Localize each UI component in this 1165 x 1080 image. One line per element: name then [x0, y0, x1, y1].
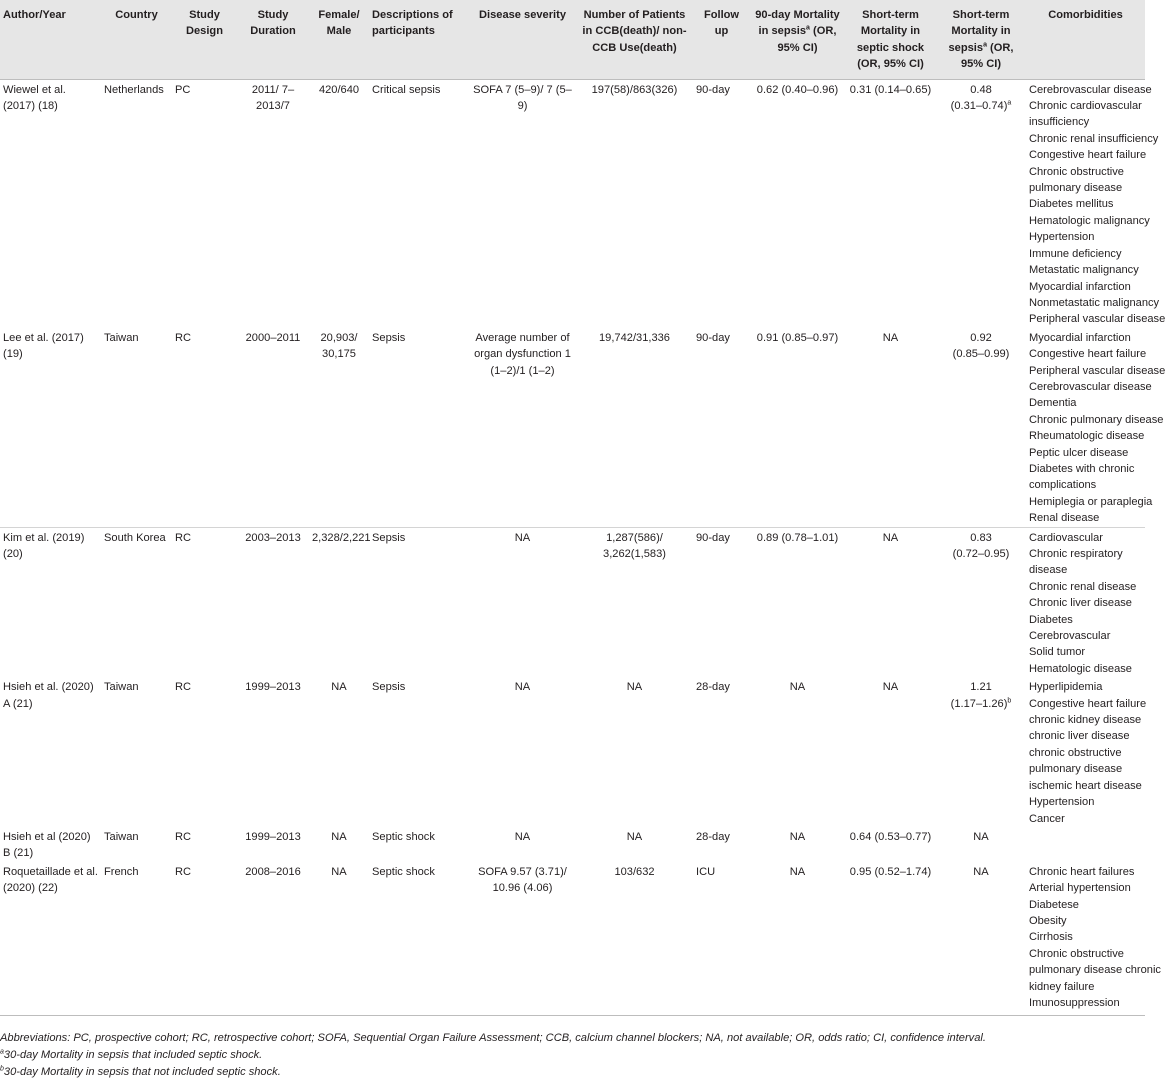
comorbidity-item: Chronic pulmonary disease: [1029, 413, 1164, 426]
short-term-value: 0.92: [970, 331, 992, 344]
duration-cell: 2003–2013: [245, 531, 301, 544]
comorbidity-item: Myocardial infarction: [1029, 331, 1131, 344]
comorbidity-item: Diabetes mellitus: [1029, 198, 1114, 211]
comorbidity-item: Imunosuppression: [1029, 996, 1120, 1009]
comorbidity-item: Cirrhosis: [1029, 931, 1073, 944]
duration-cell: 2000–2011: [237, 328, 309, 527]
comorbidity-item: Peripheral vascular disease: [1029, 364, 1165, 377]
comorbidities-cell: [1026, 527, 1145, 677]
footnote-b-mark: b: [0, 1064, 4, 1072]
severity-cell: Average number of organ dysfunction 1 (1–2)/1 (1–2): [469, 328, 576, 527]
duration-cell: 1999–2013: [245, 830, 301, 843]
col-mort90-text: 90-day Mortality in sepsis: [755, 9, 840, 38]
shock-cell: 0.64 (0.53–0.77): [849, 830, 932, 843]
footnote-marker: b: [1007, 696, 1012, 704]
severity-cell: SOFA 9.57 (3.71)/ 10.96 (4.06): [469, 862, 576, 1016]
comorbidity-item: Chronic renal disease: [1029, 580, 1137, 593]
patients-cell: 1,287(586)/ 3,262(1,583): [603, 531, 666, 560]
comorbidity-item: Cerebrovascular: [1029, 630, 1111, 643]
comorbidity-item: Congestive heart failure: [1029, 149, 1147, 162]
table-row: [0, 328, 1145, 527]
col-mort90-unit: (OR, 95% CI): [777, 25, 837, 54]
patients-cell: 103/632: [576, 862, 693, 1016]
comorbidity-item: chronic liver disease: [1029, 730, 1130, 743]
footnote-a-text: 30-day Mortality in sepsis that included septic shock.: [3, 1048, 263, 1061]
comorbidity-item: kidney failure: [1029, 980, 1095, 993]
short-term-mortality-cell: [936, 328, 1026, 527]
comorbidities-cell: [1026, 328, 1165, 527]
col-country: Country: [101, 0, 172, 79]
design-cell: RC: [172, 328, 237, 527]
col-short-unit: (OR, 95% CI): [960, 41, 1014, 71]
comorbidity-item: insufficiency: [1029, 116, 1090, 129]
short-term-value: NA: [973, 830, 989, 843]
followup-cell: 28-day: [696, 681, 730, 694]
comorbidity-item: Chronic liver disease: [1029, 597, 1132, 610]
participants-cell: Septic shock: [369, 862, 469, 1016]
short-term-mortality-cell: [936, 862, 1026, 1016]
comorbidities-cell: [1026, 862, 1161, 1016]
comorbidity-item: Cerebrovascular disease: [1029, 380, 1152, 393]
comorbidity-item: Rheumatologic disease: [1029, 430, 1145, 443]
shock-cell: NA: [845, 328, 936, 527]
design-cell: RC: [175, 531, 192, 544]
short-term-mortality-cell: [936, 827, 1026, 862]
col-duration: Study Duration: [237, 0, 309, 79]
sex-cell: 420/640: [318, 83, 360, 96]
header-row: [0, 0, 1145, 79]
duration-cell: 2011/ 7–2013/7: [251, 83, 295, 113]
participants-cell: Sepsis: [369, 328, 469, 527]
short-term-ci-text: (0.72–0.95): [952, 548, 1010, 560]
comorbidity-item: pulmonary disease: [1029, 763, 1123, 776]
shock-cell: 0.95 (0.52–1.74): [845, 862, 936, 1016]
table-row: [0, 827, 1145, 862]
col-short-text: Short-term Mortality in sepsis: [948, 9, 1011, 54]
country-cell: Taiwan: [104, 681, 139, 694]
followup-cell: 90-day: [696, 83, 730, 96]
author-cell: Roquetaillade et al. (2020) (22): [0, 862, 101, 1016]
comorbidity-item: Peripheral vascular disease: [1029, 313, 1165, 326]
comorbidity-item: Chronic obstructive: [1029, 165, 1124, 178]
comorbidity-item: complications: [1029, 479, 1097, 492]
mort90-cell: 0.89 (0.78–1.01): [756, 531, 839, 544]
short-term-value: NA: [973, 865, 989, 878]
mort90-cell: 0.91 (0.85–0.97): [750, 328, 845, 527]
table-row: [0, 677, 1145, 827]
col-mort90-sup: a: [806, 24, 810, 32]
followup-cell: 90-day: [693, 328, 750, 527]
col-mort90: [750, 0, 845, 79]
country-cell: Netherlands: [104, 83, 164, 96]
comorbidity-item: Cancer: [1029, 812, 1065, 825]
followup-cell: 28-day: [696, 830, 730, 843]
sex-cell: 20,903/ 30,175: [309, 328, 369, 527]
comorbidity-item: Solid tumor: [1029, 646, 1086, 659]
shock-cell: 0.31 (0.14–0.65): [849, 83, 932, 96]
col-sex: Female/ Male: [309, 0, 369, 79]
col-short-sup: a: [983, 41, 987, 49]
comorbidity-item: Cardiovascular: [1029, 531, 1103, 544]
author-cell: Wiewel et al. (2017) (18): [3, 83, 66, 113]
patients-cell: NA: [626, 681, 643, 694]
author-cell: Hsieh et al (2020) B (21): [3, 830, 91, 860]
comorbidity-item: chronic kidney disease: [1029, 714, 1142, 727]
footnote-marker: a: [1007, 99, 1012, 107]
short-term-mortality-cell: [936, 79, 1026, 328]
comorbidities-cell: [1026, 677, 1145, 827]
design-cell: RC: [175, 681, 192, 694]
comorbidities-cell: [1026, 79, 1165, 328]
comorbidity-item: chronic obstructive: [1029, 746, 1122, 759]
short-term-value: 0.83: [970, 531, 992, 544]
comorbidity-item: Peptic ulcer disease: [1029, 446, 1129, 459]
design-cell: PC: [175, 83, 191, 96]
col-author: Author/Year: [0, 0, 101, 79]
participants-cell: Critical sepsis: [372, 83, 441, 96]
severity-cell: NA: [514, 830, 531, 843]
comorbidity-item: Chronic renal insufficiency: [1029, 132, 1159, 145]
comorbidity-item: Diabetes: [1029, 613, 1073, 626]
participants-cell: Sepsis: [372, 681, 406, 694]
sex-cell: NA: [309, 862, 369, 1016]
table-row: [0, 79, 1145, 328]
comorbidity-item: Hematologic malignancy: [1029, 214, 1150, 227]
footnote-a: [0, 1047, 1145, 1064]
comorbidity-item: Myocardial infarction: [1029, 280, 1131, 293]
design-cell: RC: [172, 862, 237, 1016]
comorbidity-item: pulmonary disease: [1029, 182, 1123, 195]
comorbidity-item: Hematologic disease: [1029, 662, 1132, 675]
patients-cell: 19,742/31,336: [576, 328, 693, 527]
short-term-ci: [939, 696, 1023, 712]
comorbidity-item: Hypertension: [1029, 796, 1095, 809]
table-row: [0, 527, 1145, 677]
participants-cell: Septic shock: [372, 830, 435, 843]
short-term-value: 0.48: [970, 83, 992, 96]
comorbidity-item: Obesity: [1029, 914, 1067, 927]
author-cell: Hsieh et al. (2020) A (21): [3, 681, 94, 710]
short-term-ci: [939, 98, 1023, 114]
comorbidity-item: Chronic obstructive: [1029, 947, 1124, 960]
table-row: [0, 862, 1145, 1016]
short-term-ci: [939, 546, 1023, 562]
comorbidity-item: Diabetes with chronic: [1029, 462, 1135, 475]
patients-cell: NA: [626, 830, 643, 843]
short-term-ci-text: (0.31–0.74): [950, 100, 1008, 113]
severity-cell: NA: [514, 531, 531, 544]
short-term-ci-text: (0.85–0.99): [952, 348, 1010, 361]
comorbidity-item: Renal disease: [1029, 512, 1100, 525]
duration-cell: 1999–2013: [245, 681, 301, 694]
comorbidity-item: Hemiplegia or paraplegia: [1029, 495, 1153, 508]
shock-cell: NA: [882, 681, 899, 694]
followup-cell: 90-day: [696, 531, 730, 544]
comorbidity-item: Congestive heart failure: [1029, 348, 1147, 361]
comorbidities-cell: [1026, 827, 1145, 862]
abbreviations-note: Abbreviations: PC, prospective cohort; RC, retrospective cohort; SOFA, Sequential Organ Failure Assessment; CCB, calcium channel blockers; NA, not available; OR, odds ratio; CI, confidence interval.: [0, 1032, 986, 1044]
col-patients: Number of Patients in CCB(death)/ non-CCB Use(death): [576, 0, 693, 79]
design-cell: RC: [175, 830, 192, 843]
comorbidity-item: Chronic cardiovascular: [1029, 100, 1142, 113]
comorbidity-item: Diabetese: [1029, 898, 1079, 911]
severity-cell: SOFA 7 (5–9)/ 7 (5–9): [473, 83, 572, 113]
mort90-cell: NA: [750, 862, 845, 1016]
col-comorbidities: Comorbidities: [1026, 0, 1145, 79]
country-cell: French: [101, 862, 172, 1016]
mort90-cell: 0.62 (0.40–0.96): [756, 83, 839, 96]
sex-cell: NA: [331, 830, 347, 843]
comorbidity-item: disease: [1029, 564, 1068, 577]
col-design: Study Design: [172, 0, 237, 79]
comorbidity-item: Hyperlipidemia: [1029, 681, 1103, 694]
short-term-mortality-cell: [936, 527, 1026, 677]
comorbidity-item: Nonmetastatic malignancy: [1029, 296, 1160, 309]
table-footnotes: [0, 1030, 1145, 1080]
col-followup: Follow up: [693, 0, 750, 79]
comorbidity-item: Metastatic malignancy: [1029, 264, 1139, 277]
sex-cell: NA: [331, 681, 347, 694]
country-cell: Taiwan: [101, 328, 172, 527]
comorbidity-item: Congestive heart failure: [1029, 697, 1147, 710]
mort90-cell: NA: [789, 681, 806, 694]
short-term-mortality-cell: [936, 677, 1026, 827]
comorbidity-item: ischemic heart disease: [1029, 779, 1142, 792]
comorbidity-item: Cerebrovascular disease: [1029, 83, 1152, 96]
footnote-a-mark: a: [0, 1048, 4, 1056]
comorbidity-item: pulmonary disease chronic: [1029, 964, 1161, 977]
comorbidity-item: Chronic heart failures: [1029, 865, 1135, 878]
patients-cell: 197(58)/863(326): [591, 83, 678, 96]
col-severity: Disease severity: [469, 0, 576, 79]
comorbidity-item: Immune deficiency: [1029, 247, 1122, 260]
followup-cell: ICU: [693, 862, 750, 1016]
mort90-cell: NA: [789, 830, 806, 843]
sex-cell: 2,328/2,221: [312, 531, 371, 544]
comorbidity-item: Chronic respiratory: [1029, 548, 1123, 560]
participants-cell: Sepsis: [372, 531, 406, 544]
author-cell: Lee et al. (2017) (19): [0, 328, 101, 527]
footnote-b-text: 30-day Mortality in sepsis that not included septic shock.: [3, 1065, 281, 1078]
author-cell: Kim et al. (2019) (20): [3, 531, 85, 560]
comorbidity-item: Hypertension: [1029, 231, 1095, 244]
country-cell: Taiwan: [104, 830, 139, 843]
shock-cell: NA: [882, 531, 899, 544]
comorbidity-item: Arterial hypertension: [1029, 882, 1131, 895]
comorbidity-item: Dementia: [1029, 397, 1077, 410]
short-term-ci: [939, 346, 1023, 362]
col-shock: Short-term Mortality in septic shock (OR, 95% CI): [845, 0, 936, 79]
short-term-value: 1.21: [970, 681, 992, 694]
duration-cell: 2008–2016: [237, 862, 309, 1016]
footnote-b: [0, 1064, 1145, 1080]
severity-cell: NA: [514, 681, 531, 694]
country-cell: South Korea: [104, 531, 166, 544]
short-term-ci-text: (1.17–1.26): [950, 697, 1008, 710]
col-participants: Descriptions of participants: [369, 0, 469, 79]
col-short: [936, 0, 1026, 79]
